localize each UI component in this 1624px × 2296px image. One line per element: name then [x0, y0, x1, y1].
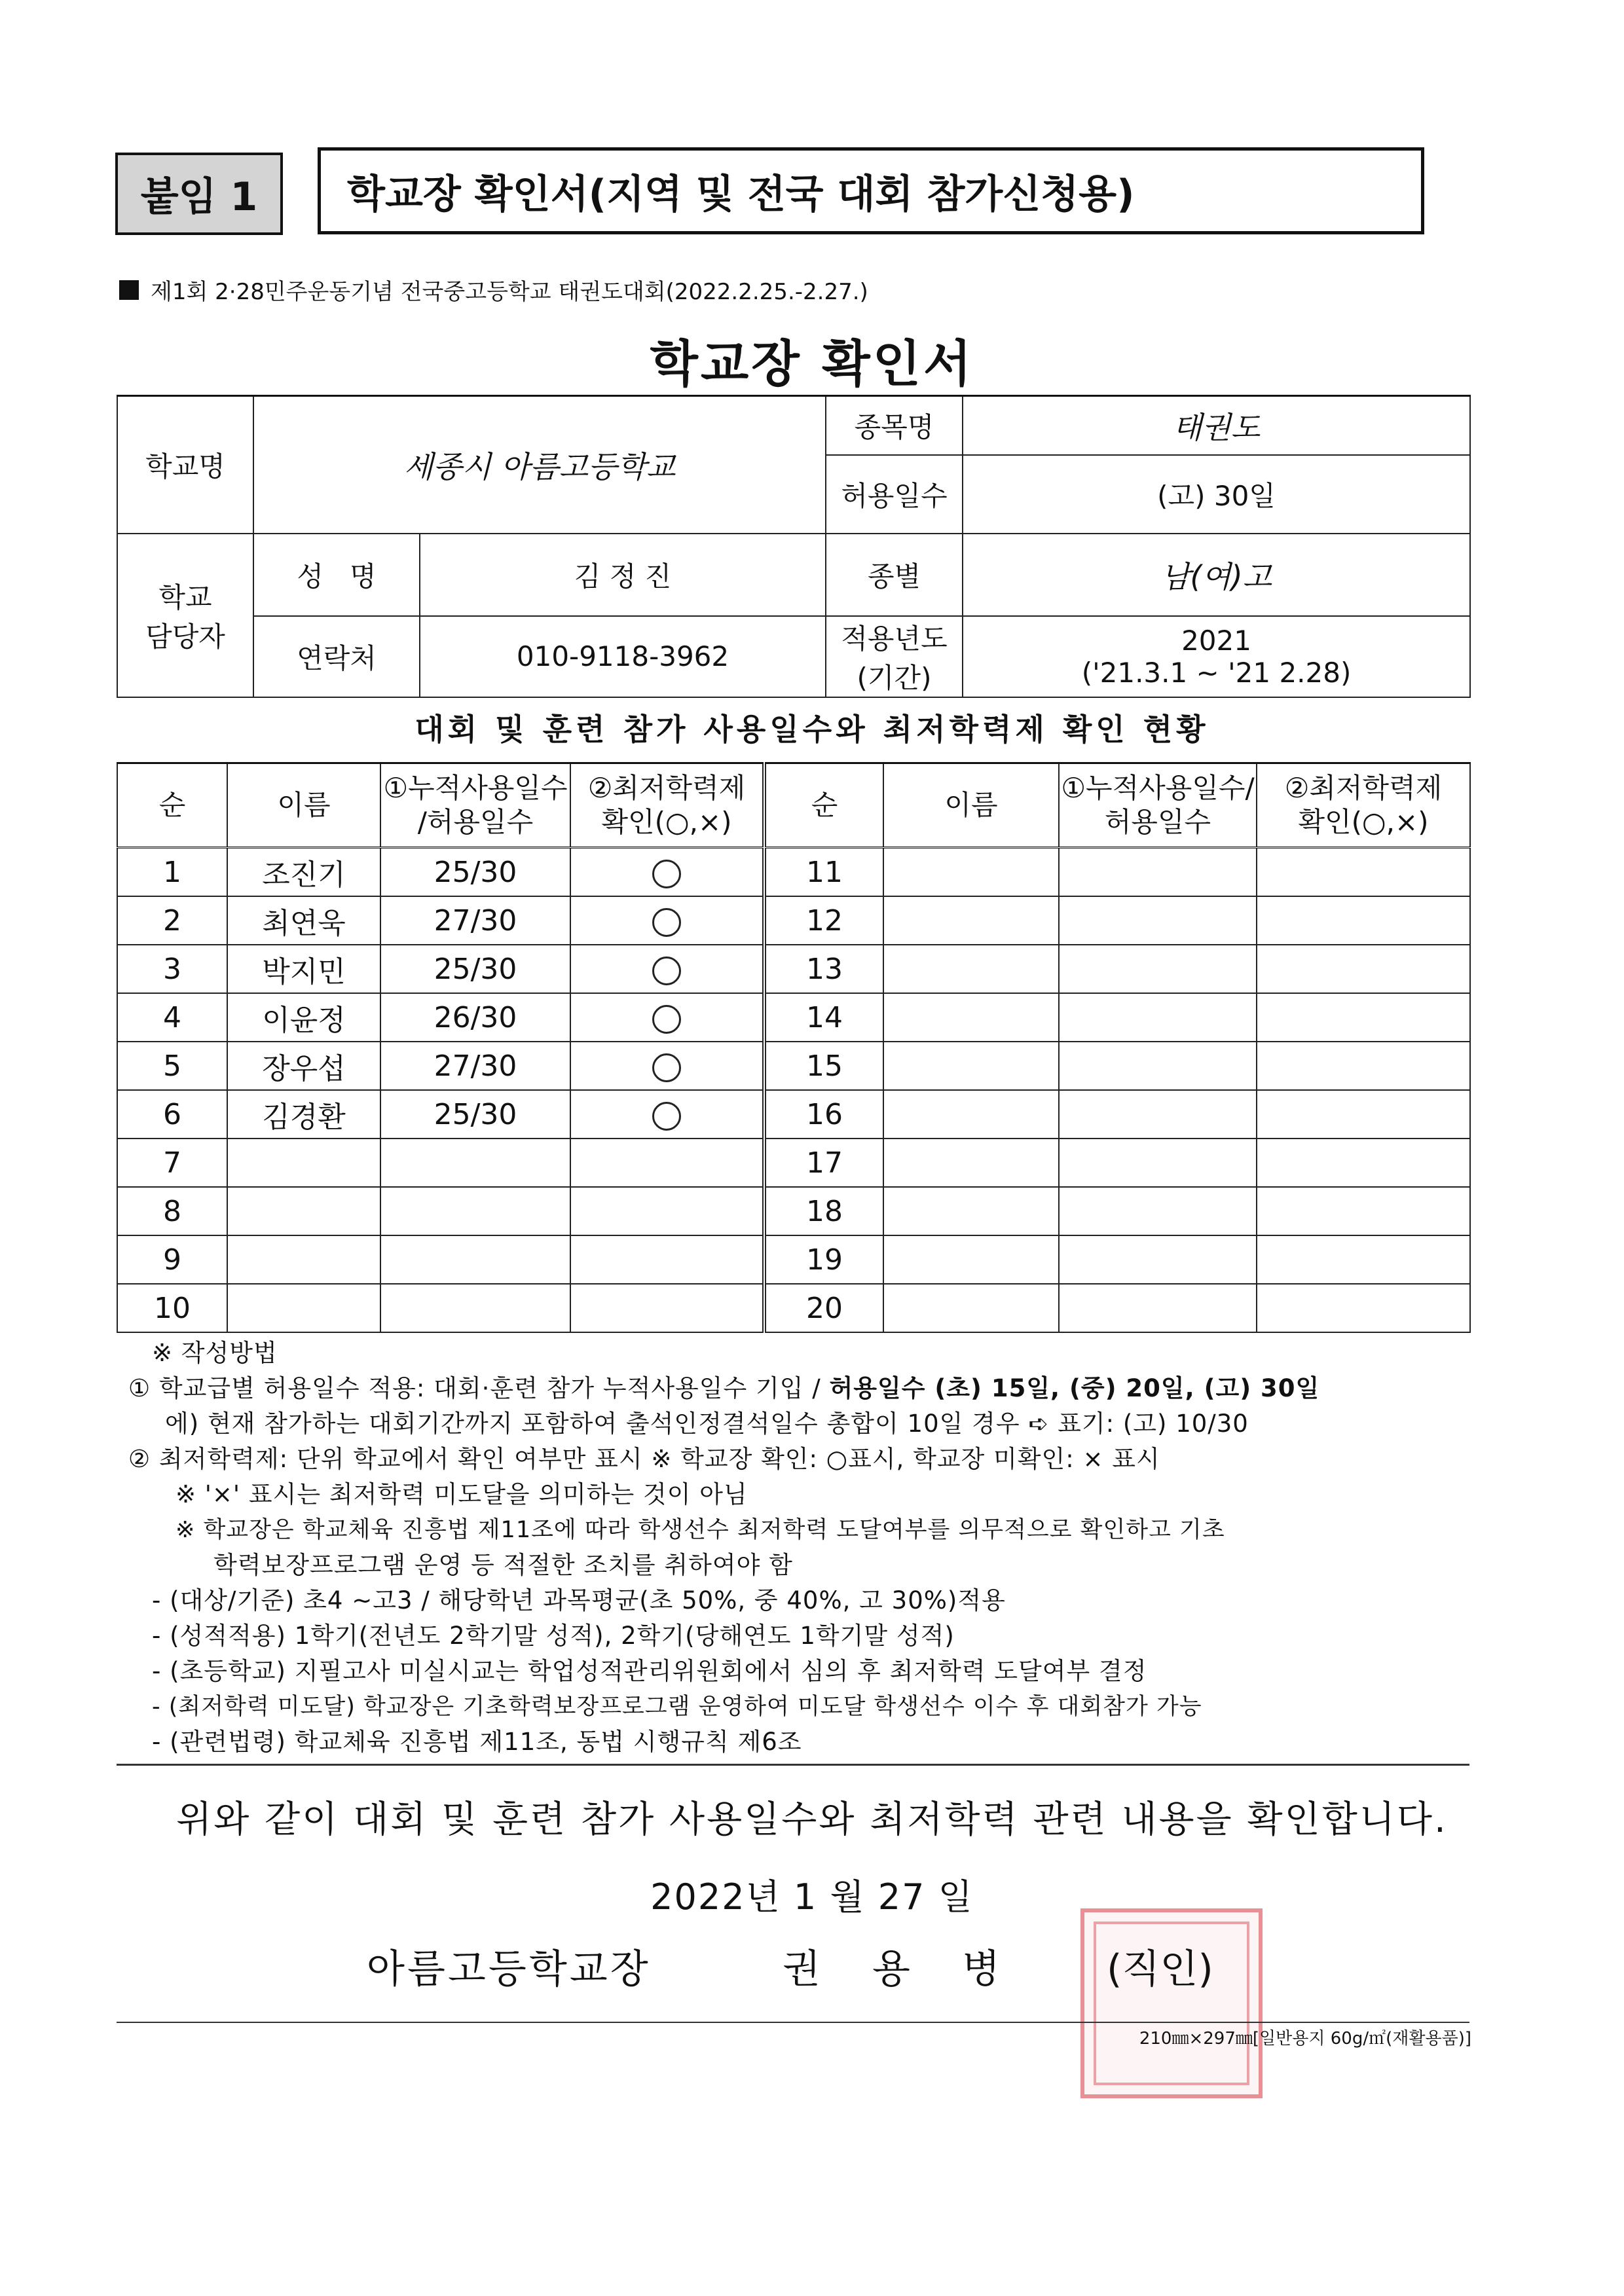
min-academic-check — [1257, 1090, 1470, 1139]
min-academic-check — [570, 848, 763, 897]
used-days — [1059, 1235, 1257, 1284]
principal-title: 아름고등학교장 — [367, 1946, 651, 1992]
row-number: 1 — [117, 848, 227, 897]
table-row — [766, 1090, 1470, 1139]
circle-mark-icon — [652, 908, 681, 937]
header-days — [380, 763, 570, 848]
used-days — [380, 1235, 570, 1284]
info-table — [117, 395, 1471, 698]
note-line: ※ '×' 표시는 최저학력 미도달을 의미하는 것이 아님 — [175, 1480, 748, 1508]
year-value: 2021 — [1181, 624, 1251, 657]
table-row — [117, 848, 763, 897]
contact-label: 연락처 — [253, 616, 420, 697]
seal-label: (직인) — [1107, 1946, 1213, 1992]
min-academic-check — [570, 1139, 763, 1187]
gender-label: 종별 — [826, 534, 963, 616]
row-number: 13 — [766, 945, 883, 993]
header-name: 이름 — [227, 763, 380, 848]
used-days: 25/30 — [380, 945, 570, 993]
row-number: 2 — [117, 896, 227, 945]
name-value: 김 정 진 — [420, 534, 826, 616]
header-check — [570, 763, 763, 848]
table-row — [117, 1139, 763, 1187]
header-check-line-2: 확인(○,×) — [601, 806, 732, 838]
student-name — [883, 896, 1059, 945]
used-days — [1059, 945, 1257, 993]
min-academic-check — [1257, 1284, 1470, 1332]
table-row — [766, 945, 1470, 993]
school-value: 세종시 아름고등학교 — [253, 396, 826, 534]
student-name: 조진기 — [227, 848, 380, 897]
min-academic-check — [570, 1187, 763, 1235]
row-number: 10 — [117, 1284, 227, 1332]
note-line: 에) 현재 참가하는 대회기간까지 포함하여 출석인정결석일수 총합이 10일 경우 ➪ 표기: (고) 10/30 — [165, 1410, 1249, 1438]
used-days: 25/30 — [380, 848, 570, 897]
table-row — [117, 896, 763, 945]
min-academic-check — [570, 896, 763, 945]
roster-table-right — [765, 762, 1471, 1333]
student-name: 이윤정 — [227, 993, 380, 1042]
used-days: 25/30 — [380, 1090, 570, 1139]
min-academic-check — [570, 1042, 763, 1090]
gender-value: 남(여)고 — [963, 534, 1470, 616]
table-row — [766, 993, 1470, 1042]
confirmation-text: 위와 같이 대회 및 훈련 참가 사용일수와 최저학력 관련 내용을 확인합니다. — [176, 1798, 1448, 1841]
notes-heading: ※ 작성방법 — [152, 1339, 278, 1367]
allowed-days-label: 허용일수 — [826, 455, 963, 534]
header-no: 순 — [117, 763, 227, 848]
document-title: 학교장 확인서 — [650, 335, 974, 393]
min-academic-check — [1257, 1187, 1470, 1235]
student-name — [883, 945, 1059, 993]
confirmation-date: 2022년 1 월 27 일 — [650, 1876, 974, 1918]
event-line — [119, 274, 868, 306]
table-row — [117, 993, 763, 1042]
contact-value: 010-9118-3962 — [420, 616, 826, 697]
student-name — [227, 1139, 380, 1187]
student-name: 김경환 — [227, 1090, 380, 1139]
circle-mark-icon — [652, 1005, 681, 1034]
student-name: 박지민 — [227, 945, 380, 993]
table-row — [766, 1187, 1470, 1235]
table-row — [766, 1235, 1470, 1284]
principal-name: 권 용 병 — [783, 1946, 1020, 1992]
row-number: 19 — [766, 1235, 883, 1284]
year-label-line-2: (기간) — [857, 661, 932, 694]
row-number: 5 — [117, 1042, 227, 1090]
row-number: 4 — [117, 993, 227, 1042]
student-name: 최연욱 — [227, 896, 380, 945]
min-academic-check — [570, 993, 763, 1042]
row-number: 7 — [117, 1139, 227, 1187]
student-name — [883, 848, 1059, 897]
note-line: - (관련법령) 학교체육 진흥법 제11조, 동법 시행규칙 제6조 — [152, 1728, 802, 1756]
min-academic-check — [570, 1235, 763, 1284]
year-period: ('21.3.1 ~ '21 2.28) — [1081, 656, 1352, 689]
student-name — [883, 1090, 1059, 1139]
table-row — [766, 848, 1470, 897]
min-academic-check — [570, 1284, 763, 1332]
used-days: 27/30 — [380, 1042, 570, 1090]
year-label-line-1: 적용년도 — [841, 622, 948, 655]
table-row — [117, 1090, 763, 1139]
header-days-line-1: ①누적사용일수/ — [1061, 771, 1255, 804]
roster-table-left — [117, 762, 764, 1333]
circle-mark-icon — [652, 1053, 681, 1082]
note-line — [128, 1371, 1471, 1406]
min-academic-check — [1257, 1235, 1470, 1284]
year-label — [826, 616, 963, 697]
student-name — [227, 1187, 380, 1235]
circle-mark-icon — [652, 860, 681, 888]
row-number: 17 — [766, 1139, 883, 1187]
header-days-line-2: 허용일수 — [1104, 806, 1211, 838]
event-name: 제1회 2·28민주운동기념 전국중고등학교 태권도대회(2022.2.25.-2.27.) — [151, 279, 868, 305]
header-check-line-1: ②최저학력제 — [587, 771, 746, 804]
sport-label: 종목명 — [826, 396, 963, 455]
note-line: - (최저학력 미도달) 학교장은 기초학력보장프로그램 운영하여 미도달 학생선수 이수 후 대회참가 가능 — [152, 1694, 1202, 1720]
row-number: 16 — [766, 1090, 883, 1139]
student-name — [883, 1187, 1059, 1235]
table-row — [766, 1284, 1470, 1332]
note-line: 학력보장프로그램 운영 등 적절한 조치를 취하여야 함 — [213, 1551, 793, 1579]
row-number: 6 — [117, 1090, 227, 1139]
row-number: 14 — [766, 993, 883, 1042]
paper-spec: 210㎜×297㎜[일반용지 60g/㎡(재활용품)] — [1139, 2029, 1471, 2049]
min-academic-check — [1257, 945, 1470, 993]
student-name — [227, 1235, 380, 1284]
manager-label — [117, 534, 253, 697]
name-label: 성 명 — [253, 534, 420, 616]
used-days — [380, 1187, 570, 1235]
section-title: 대회 및 훈련 참가 사용일수와 최저학력제 확인 현황 — [415, 712, 1209, 747]
row-number: 9 — [117, 1235, 227, 1284]
min-academic-check — [570, 945, 763, 993]
header-check-line-1: ②최저학력제 — [1284, 771, 1443, 804]
header-check — [1257, 763, 1470, 848]
note-line: - (대상/기준) 초4 ~고3 / 해당학년 과목평균(초 50%, 중 40%, 고 30%)적용 — [152, 1586, 1006, 1614]
divider — [117, 1764, 1469, 1766]
circle-mark-icon — [652, 957, 681, 985]
student-name — [883, 1042, 1059, 1090]
used-days — [1059, 1187, 1257, 1235]
student-name — [227, 1284, 380, 1332]
header-days-line-2: /허용일수 — [417, 806, 534, 838]
school-label: 학교명 — [117, 396, 253, 534]
min-academic-check — [570, 1090, 763, 1139]
header-name: 이름 — [883, 763, 1059, 848]
manager-label-line-1: 학교 — [158, 581, 212, 613]
used-days — [1059, 1139, 1257, 1187]
year-cell — [963, 616, 1470, 697]
row-number: 18 — [766, 1187, 883, 1235]
min-academic-check — [1257, 1042, 1470, 1090]
manager-label-line-2: 담당자 — [145, 620, 225, 653]
row-number: 20 — [766, 1284, 883, 1332]
used-days — [1059, 1284, 1257, 1332]
table-row — [117, 1284, 763, 1332]
table-row — [117, 945, 763, 993]
min-academic-check — [1257, 896, 1470, 945]
note-line: - (성적적용) 1학기(전년도 2학기말 성적), 2학기(당해연도 1학기말 성적) — [152, 1622, 955, 1650]
divider — [117, 2022, 1469, 2023]
used-days — [1059, 848, 1257, 897]
row-number: 8 — [117, 1187, 227, 1235]
attachment-label: 붙임 1 — [115, 153, 283, 235]
used-days — [380, 1284, 570, 1332]
table-row — [766, 896, 1470, 945]
official-seal-stamp — [1080, 1908, 1263, 2098]
table-row — [117, 1187, 763, 1235]
table-row — [766, 1139, 1470, 1187]
header-check-line-2: 확인(○,×) — [1298, 806, 1429, 838]
student-name — [883, 1235, 1059, 1284]
header-days-line-1: ①누적사용일수 — [383, 771, 568, 804]
note-text: ① 학교급별 허용일수 적용: 대회·훈련 참가 누적사용일수 기입 / — [128, 1374, 830, 1402]
table-row — [117, 1235, 763, 1284]
min-academic-check — [1257, 993, 1470, 1042]
form-title: 학교장 확인서(지역 및 전국 대회 참가신청용) — [318, 147, 1424, 234]
used-days — [380, 1139, 570, 1187]
used-days — [1059, 1090, 1257, 1139]
circle-mark-icon — [652, 1102, 681, 1131]
row-number: 11 — [766, 848, 883, 897]
row-number: 3 — [117, 945, 227, 993]
row-number: 12 — [766, 896, 883, 945]
student-name — [883, 993, 1059, 1042]
used-days — [1059, 1042, 1257, 1090]
header-no: 순 — [766, 763, 883, 848]
black-square-icon — [119, 280, 139, 300]
note-line: ② 최저학력제: 단위 학교에서 확인 여부만 표시 ※ 학교장 확인: ○표시, 학교장 미확인: × 표시 — [128, 1445, 1160, 1473]
student-name — [883, 1139, 1059, 1187]
note-bold-text: 허용일수 (초) 15일, (중) 20일, (고) 30일 — [829, 1374, 1320, 1402]
header-days — [1059, 763, 1257, 848]
sport-value: 태권도 — [963, 396, 1470, 455]
note-line: - (초등학교) 지필고사 미실시교는 학업성적관리위원회에서 심의 후 최저학력 도달여부 결정 — [152, 1657, 1147, 1685]
row-number: 15 — [766, 1042, 883, 1090]
allowed-days-value: (고) 30일 — [963, 455, 1470, 534]
writing-guide — [128, 1336, 1471, 1760]
used-days — [1059, 993, 1257, 1042]
note-line: ※ 학교장은 학교체육 진흥법 제11조에 따라 학생선수 최저학력 도달여부를 의무적으로 확인하고 기초 — [175, 1517, 1225, 1543]
used-days — [1059, 896, 1257, 945]
used-days: 26/30 — [380, 993, 570, 1042]
used-days: 27/30 — [380, 896, 570, 945]
student-name: 장우섭 — [227, 1042, 380, 1090]
table-row — [117, 1042, 763, 1090]
min-academic-check — [1257, 848, 1470, 897]
min-academic-check — [1257, 1139, 1470, 1187]
table-row — [766, 1042, 1470, 1090]
student-name — [883, 1284, 1059, 1332]
